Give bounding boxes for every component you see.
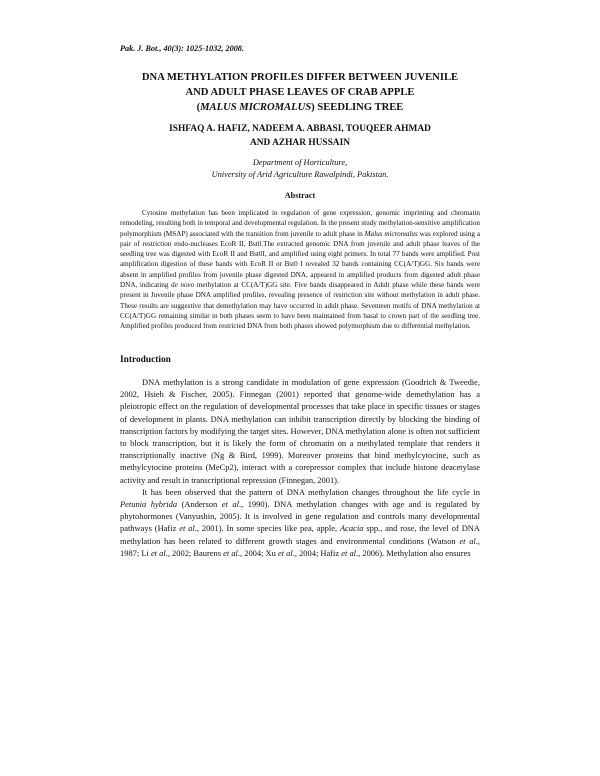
- title-line-2: AND ADULT PHASE LEAVES OF CRAB APPLE: [185, 87, 415, 98]
- species-petunia: Petunia hybrida: [120, 499, 178, 510]
- intro-paragraph-1: DNA methylation is a strong candidate in modulation of gene expression (Goodrich & Tweedie, 2002, Hsieh & Fischer, 2005). Finnegan (2001) reported that genome-wide demethylation has a pleiotropic effect on the regulation of developmental processes that take place in specific tissues or stages of development in plants. DNA methylation can inhibit transcription directly by blocking the binding of transcription factors by modifying the target sites. However, DNA methylation alone is often not sufficient to block transcription, but it is likely the form of chromatin on a methylated template that renders it transcriptionally inactive (Ng & Bird, 1999). Moreover proteins that bind methylcytocine, such as methylcytocine proteins (MeCp2), interact with a corepressor complex that include histone deacetylase activity and result in transcriptional repression (Finnegan, 2001).: [120, 377, 480, 485]
- intro-p2-text: ., 2004; Hafiz: [292, 547, 342, 558]
- authors-line-2: AND AZHAR HUSSAIN: [249, 138, 351, 148]
- abstract-text-1: Cytosine methylation has been implicated in regulation of gene expression, genomic imprinting and chromatin remodeling, resulting both in temporal and developmental regulation. In the present study methylation-sensitive amplification polymorphism (MSAP) associated with the transition from juvenile to adult phase in: [120, 209, 480, 238]
- et-al: et al: [223, 547, 238, 558]
- intro-p2-text: It has been observed that the pattern of DNA methylation changes throughout the life cycle in: [142, 486, 480, 497]
- intro-p2-text: ., 2006). Methylation also ensures: [356, 547, 471, 558]
- et-al: et al: [179, 523, 195, 534]
- genus-acacia: Acacia: [339, 523, 364, 534]
- abstract-text-2: was explored using a pair of restriction endo-nucleases EcoR II, Bst0.The extracted genomic DNA from juvenile and adult phase leaves of the seedling tree was digested with EcoR II and Bst0I, and amplified using eight primers. In total 77 bands were amplified. Post amplification digestion of these bands with EcoR II or Bst0 I revealed 32 bands containing CC(A/T)GG. Six bands were absent in amplified profiles from juvenile phase digested DNA, appeared in amplified products from digested adult phase DNA, indicating: [120, 229, 481, 290]
- title-line-3: [110, 100, 490, 115]
- abstract-species: Malus micromalus: [364, 229, 418, 238]
- et-al: et al: [150, 547, 166, 558]
- introduction-body: [120, 376, 480, 559]
- author-list: [120, 122, 480, 150]
- intro-p2-text: ., 2004; Xu: [237, 547, 278, 558]
- abstract-text-3: methylation at CC(A/T)GG site. Five bands disappeared in Adult phase while these bands were present in Juvenile phase DNA amplified profiles, revealing presence of restriction site without methylation in adult phase. These results are suggestive that demethylation may have occurred in adult phase. Seventeen motifs of DNA methylation at CC(A/T)GG remaining similar in both phases seem to have been maintained from basal to crown part of the seedling tree. Amplified profiles produced from restricted DNA from both phases showed polymorphism due to differential methylation.: [120, 281, 481, 331]
- et-al: et al: [277, 547, 293, 558]
- title-line-3-rest: ) SEEDLING TREE: [311, 102, 404, 113]
- intro-paragraph-2: [120, 486, 480, 559]
- affiliation: [120, 157, 480, 181]
- journal-citation: Pak. J. Bot., 40(3): 1025-1032, 2008.: [120, 44, 244, 53]
- intro-p2-text: ., 2002; Baurens: [165, 547, 224, 558]
- abstract-paragraph: [120, 208, 480, 332]
- intro-p2-text: spp., and rose, the level of DNA methylation has been related to different growth stages and environmental conditions (Watson: [120, 523, 480, 546]
- authors-line-1: ISHFAQ A. HAFIZ, NADEEM A. ABBASI, TOUQEER AHMAD: [169, 124, 431, 134]
- et-al: et al: [341, 547, 357, 558]
- paper-title: [110, 70, 490, 115]
- et-al: et al: [459, 535, 476, 546]
- intro-p2-text: ., 1990). DNA methylation changes with age and is regulated by phytohormones (Vanyushin, 2005). It is involved in gene regulation and controls many developmental pathways (Hafiz: [120, 499, 481, 534]
- abstract-de-novo: de novo: [171, 281, 195, 290]
- title-line-1: DNA METHYLATION PROFILES DIFFER BETWEEN JUVENILE: [141, 72, 459, 83]
- title-paren-open: (: [196, 102, 201, 113]
- abstract-heading: Abstract: [284, 191, 316, 200]
- introduction-heading: Introduction: [120, 355, 171, 365]
- intro-p2-text: (Anderson: [177, 499, 222, 510]
- et-al: et al: [221, 499, 239, 510]
- intro-p2-text: ., 1987; Li: [120, 535, 480, 558]
- abstract-body: [120, 208, 480, 332]
- title-species: MALUS MICROMALUS: [200, 102, 312, 113]
- affiliation-line-1: Department of Horticulture,: [252, 158, 348, 167]
- intro-p2-text: ., 2001). In some species like pea, apple,: [194, 523, 340, 534]
- affiliation-line-2: University of Arid Agriculture Rawalpindi, Pakistan.: [211, 170, 389, 179]
